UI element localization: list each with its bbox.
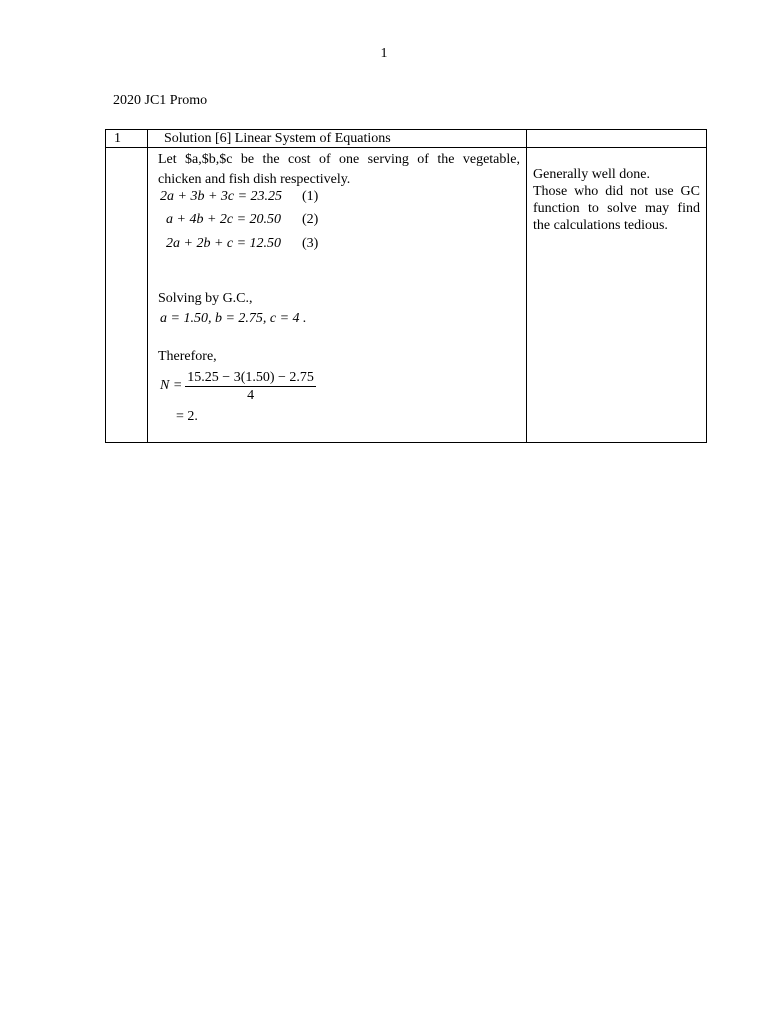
therefore-text: Therefore, xyxy=(158,349,217,364)
n-result: = 2. xyxy=(176,409,198,424)
intro-line-2: chicken and fish dish respectively. xyxy=(158,172,351,187)
comment-heading xyxy=(527,130,707,148)
comment-line-1: Generally well done. xyxy=(533,167,651,182)
equation-3: 2a + 2b + c = 12.50 xyxy=(166,236,282,251)
equation-2: a + 4b + 2c = 20.50 xyxy=(166,212,282,227)
n-lhs: N = xyxy=(160,378,183,393)
intro-text xyxy=(158,150,520,190)
solving-text: Solving by G.C., xyxy=(158,291,253,306)
solution-values: a = 1.50, b = 2.75, c = 4 . xyxy=(160,311,307,326)
table-body-row xyxy=(106,148,707,443)
empty-number-cell xyxy=(106,148,148,443)
n-denominator: 4 xyxy=(247,387,255,403)
solution-table xyxy=(105,129,707,443)
solution-cell xyxy=(148,148,527,443)
comment-line-2: Those who did not use GC function to solve may find the calculations tedious. xyxy=(533,184,700,233)
comment-cell xyxy=(527,148,707,443)
n-fraction xyxy=(185,369,316,404)
equation-3-label: (3) xyxy=(302,236,319,251)
table-header-row xyxy=(106,130,707,148)
equation-1-label: (1) xyxy=(302,189,319,204)
n-numerator: 15.25 − 3(1.50) − 2.75 xyxy=(187,369,314,385)
question-number: 1 xyxy=(106,130,148,148)
document-title: 2020 JC1 Promo xyxy=(113,93,208,108)
equation-1: 2a + 3b + 3c = 23.25 xyxy=(160,189,283,204)
solution-heading: Solution [6] Linear System of Equations xyxy=(148,130,527,148)
marker-comment xyxy=(527,148,706,234)
intro-line-1: Let $a,$b,$c be the cost of one serving of the vegetable, xyxy=(158,152,520,167)
equation-2-label: (2) xyxy=(302,212,319,227)
page-number: 1 xyxy=(380,46,388,61)
n-expression xyxy=(160,368,316,404)
